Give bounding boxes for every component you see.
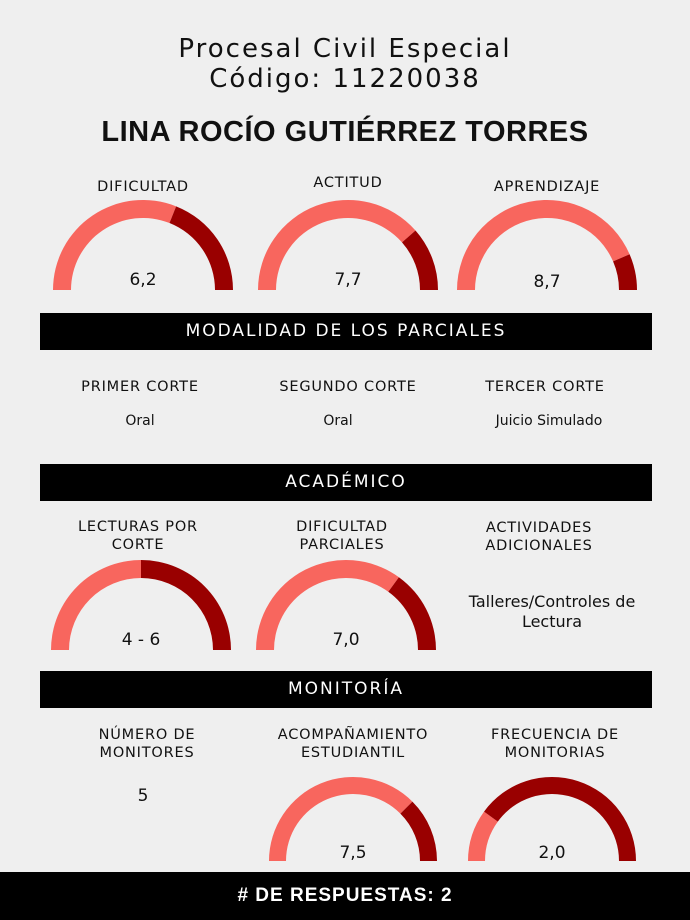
course-name: Procesal Civil Especial [178, 34, 512, 64]
dificultad-parciales-label: DIFICULTAD PARCIALES [296, 519, 388, 553]
numero-monitores-label: NÚMERO DE MONITORES [98, 727, 196, 761]
frecuencia-gauge-track [468, 812, 498, 861]
segundo-corte-label: SEGUNDO CORTE [279, 379, 417, 395]
actitud-gauge-fill [402, 230, 438, 290]
course-code: Código: 11220038 [209, 64, 481, 94]
aprendizaje-value: 8,7 [533, 272, 561, 292]
frecuencia-value: 2,0 [538, 843, 566, 863]
dificultad-value: 6,2 [129, 270, 157, 290]
frecuencia-label: FRECUENCIA DE MONITORIAS [491, 727, 619, 761]
frecuencia-gauge [0, 0, 690, 1]
acompanamiento-label: ACOMPAÑAMIENTO ESTUDIANTIL [277, 727, 429, 761]
actitud-value: 7,7 [334, 270, 362, 290]
actitud-label: ACTITUD [313, 175, 383, 191]
responses-footer: # DE RESPUESTAS: 2 [0, 872, 690, 920]
modalidad-bar: MODALIDAD DE LOS PARCIALES [40, 313, 652, 350]
acompanamiento-gauge-fill [400, 802, 437, 861]
actividades-label: ACTIVIDADES ADICIONALES [485, 520, 593, 554]
dificultad-parciales-value: 7,0 [332, 630, 360, 650]
aprendizaje-label: APRENDIZAJE [493, 179, 601, 195]
monitoria-bar: MONITORÍA [40, 671, 652, 708]
primer-corte-label: PRIMER CORTE [81, 379, 199, 395]
lecturas-value: 4 - 6 [121, 630, 161, 650]
professor-name: LINA ROCÍO GUTIÉRREZ TORRES [101, 116, 589, 148]
lecturas-label: LECTURAS POR CORTE [78, 519, 198, 553]
tercer-corte-label: TERCER CORTE [485, 379, 605, 395]
primer-corte-value: Oral [125, 413, 155, 429]
academico-bar: ACADÉMICO [40, 464, 652, 501]
numero-monitores-value: 5 [137, 786, 149, 806]
actividades-value: Talleres/Controles de Lectura [468, 592, 636, 631]
tercer-corte-value: Juicio Simulado [495, 413, 603, 429]
dificultad-label: DIFICULTAD [97, 179, 189, 195]
segundo-corte-value: Oral [323, 413, 353, 429]
acompanamiento-value: 7,5 [339, 843, 367, 863]
